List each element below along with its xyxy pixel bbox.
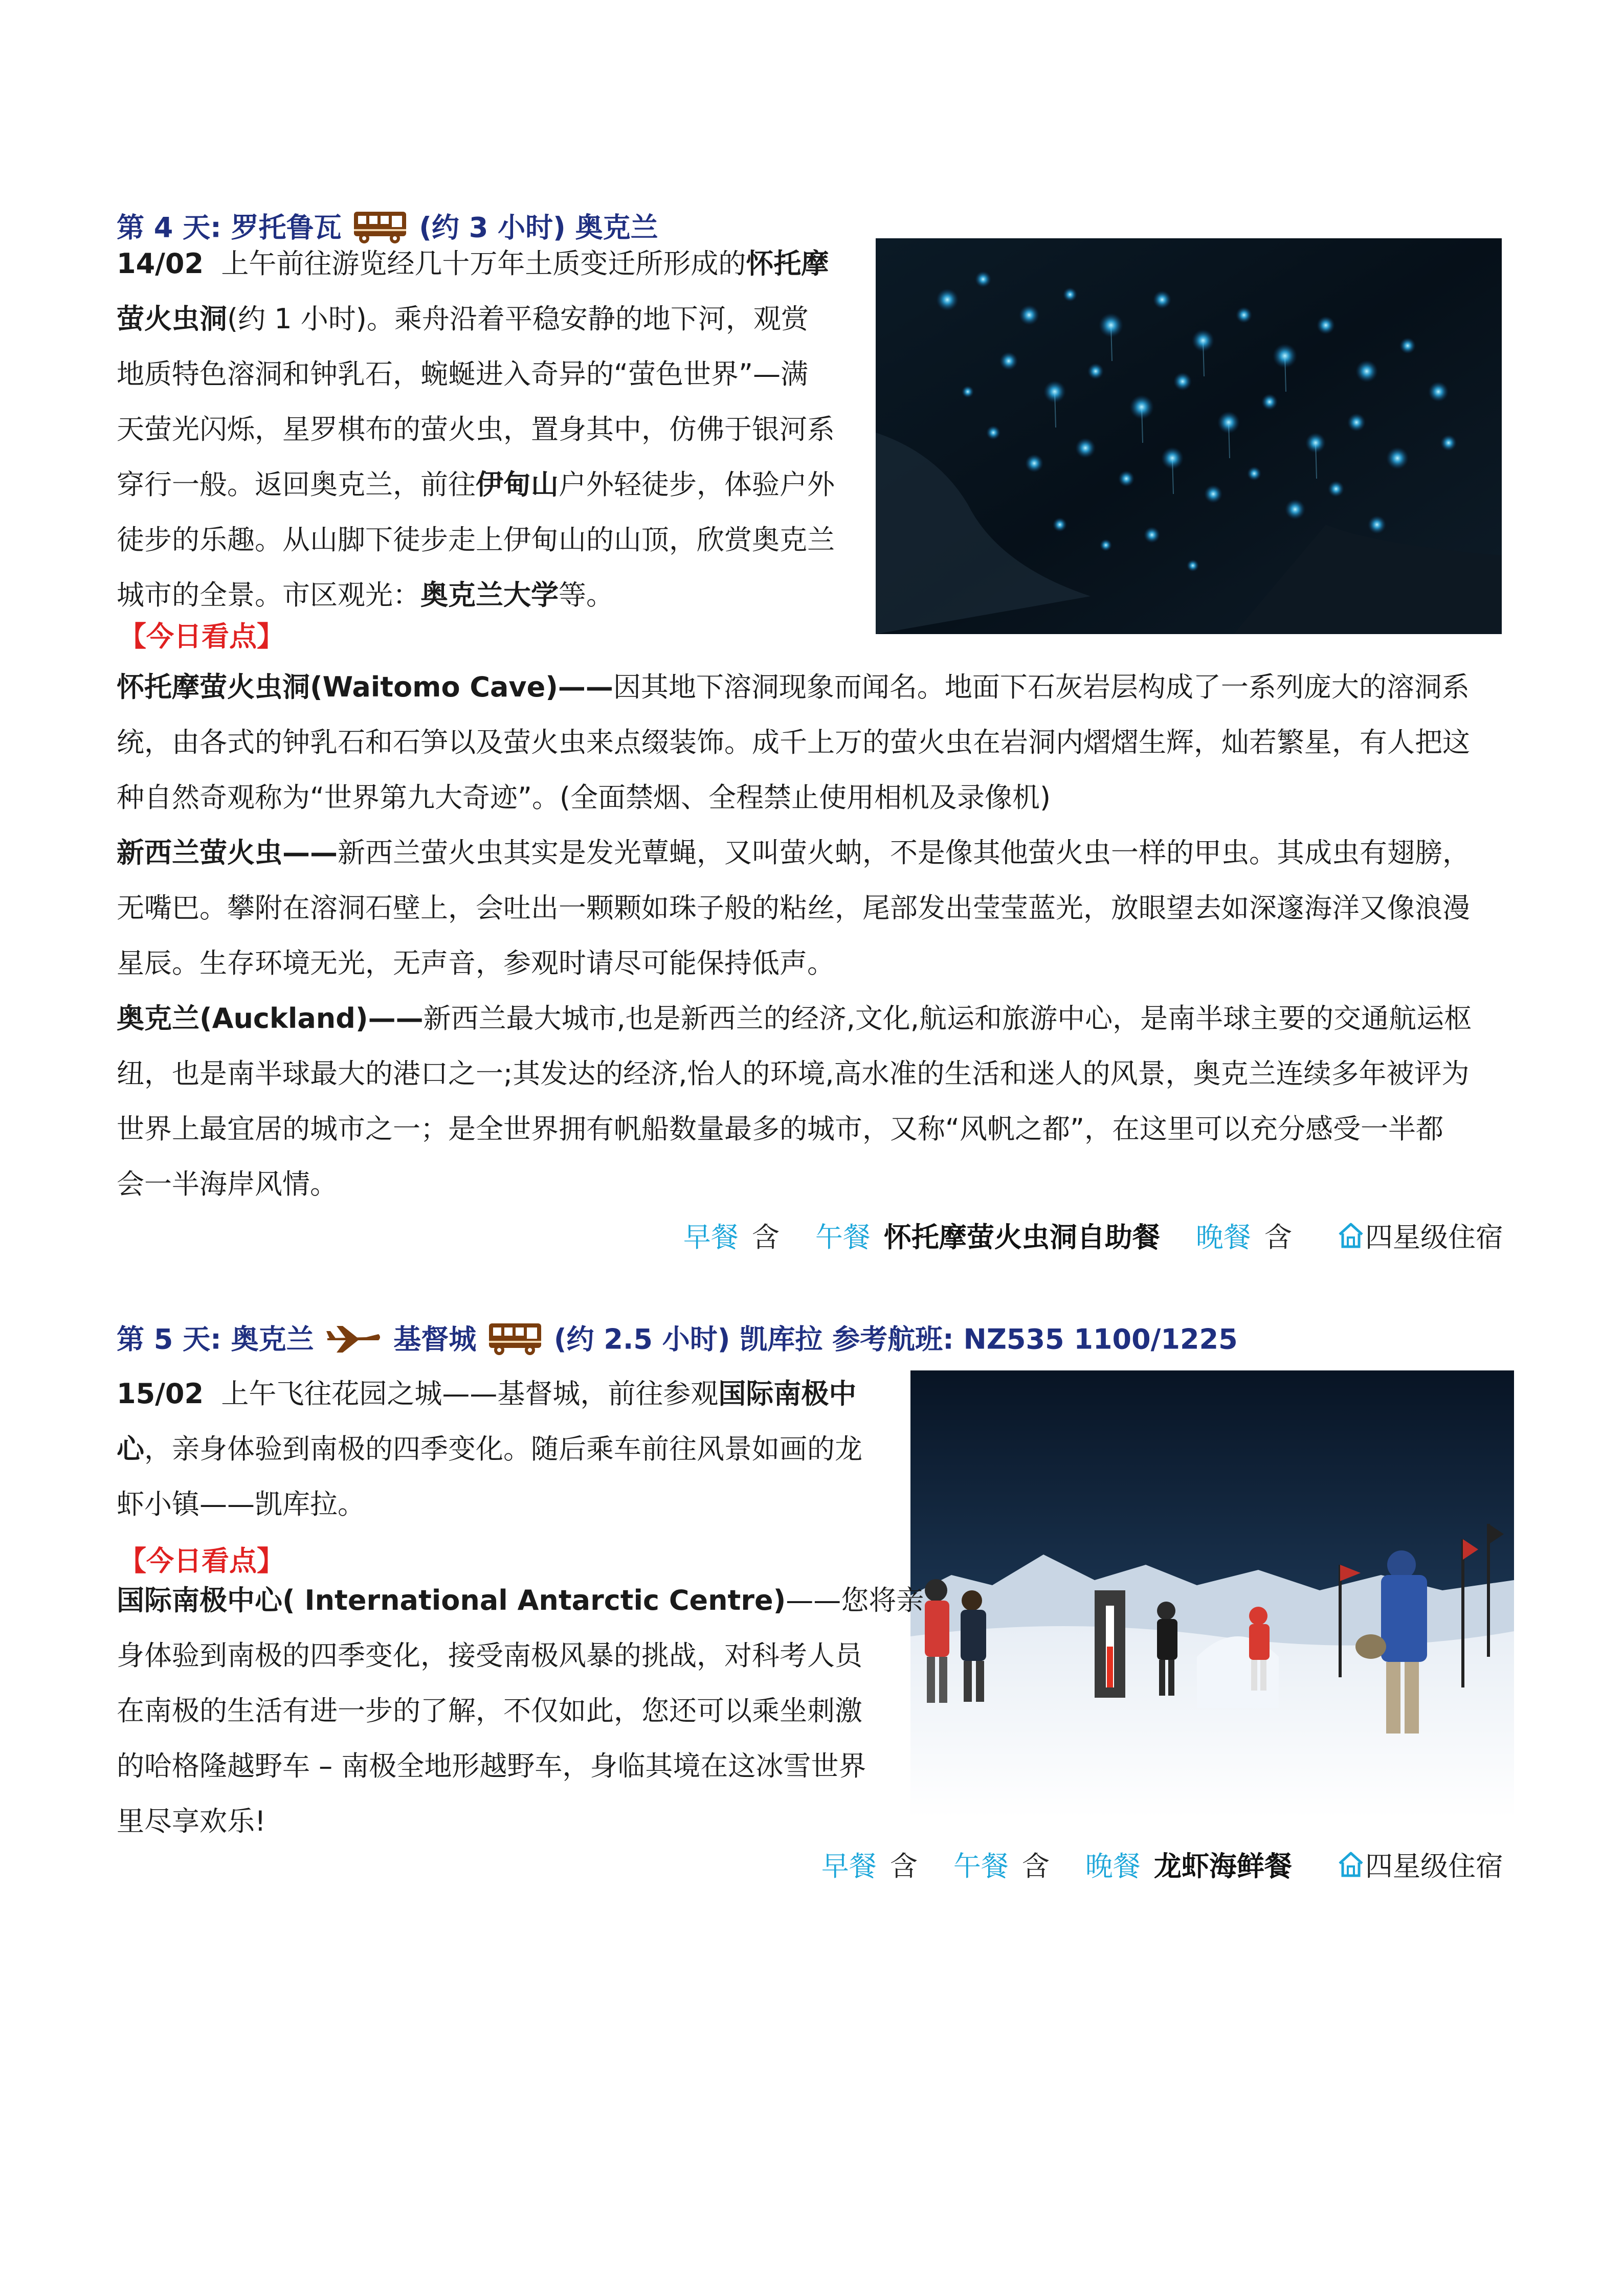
- day4-intro: [117, 236, 869, 623]
- bus-icon: [488, 1321, 542, 1357]
- day4-intro-line: 地质特色溶洞和钟乳石，蜿蜒进入奇异的“萤色世界”—满: [117, 358, 808, 390]
- day4-sections: [117, 660, 1508, 1212]
- day5-title-duration: (约 2.5 小时): [553, 1323, 730, 1356]
- day4-intro-line: 城市的全景。市区观光：奥克兰大学等。: [117, 579, 614, 611]
- flight-label: 参考航班:: [832, 1323, 954, 1356]
- section-auckland: 奥克兰(Auckland)——新西兰最大城市,也是新西兰的经济,文化,航运和旅游中心，是南半球主要的交通航运枢 纽，也是南半球最大的港口之一;其发达的经济,怡人的环境,高水准的生活和迷人的风景，奥克兰连续多年被评为 世界上最宜居的城市之一；是全世界拥有帆船数量最多的城市，又称“风帆之都”，在这里可以充分感受一半都 会一半海岸风情。: [117, 1002, 1472, 1200]
- section-heading: 怀托摩萤火虫洞(Waitomo Cave)——: [117, 671, 613, 703]
- hotel-value: 四星级住宿: [1365, 1221, 1503, 1253]
- section-heading: 新西兰萤火虫——: [117, 837, 338, 869]
- day4-highlight-label: 【今日看点】: [119, 620, 284, 652]
- day5-highlight-label: 【今日看点】: [119, 1545, 284, 1577]
- day4-meals: [683, 1217, 1503, 1258]
- day5-title-prefix: 第 5 天:: [117, 1323, 221, 1356]
- day4-title-to: 奥克兰: [575, 211, 658, 244]
- breakfast-value: 含: [751, 1221, 780, 1253]
- day5-intro-line: 心，亲身体验到南极的四季变化。随后乘车前往风景如画的龙: [117, 1433, 862, 1465]
- day5-intro-line: 虾小镇——凯库拉。: [117, 1488, 365, 1520]
- dinner-label: 晚餐: [1195, 1221, 1251, 1253]
- house-icon: [1337, 1221, 1365, 1250]
- day5-intro-line: 15/02 上午飞往花园之城——基督城，前往参观国际南极中: [117, 1378, 857, 1410]
- breakfast-value: 含: [889, 1850, 918, 1882]
- hotel-value: 四星级住宿: [1365, 1850, 1503, 1882]
- section-waitomo: 怀托摩萤火虫洞(Waitomo Cave)——因其地下溶洞现象而闻名。地面下石灰岩层构成了一系列庞大的溶洞系 统，由各式的钟乳石和石笋以及萤火虫来点缀装饰。成千上万的萤火虫在岩洞内熠熠生辉，灿若繁星，有人把这 种自然奇观称为“世界第九大奇迹”。(全面禁烟、全程禁止使用相机及录像机): [117, 671, 1470, 814]
- section-heading: 国际南极中心( International Antarctic Centre): [117, 1584, 786, 1616]
- section-antarctic-centre: 国际南极中心( International Antarctic Centre)——您将亲 身体验到南极的四季变化，接受南极风暴的挑战，对科考人员 在南极的生活有进一步的了解，不仅如此，您还可以乘坐刺激 的哈格隆越野车 – 南极全地形越野车，身临其境在这冰雪世界 里尽享欢乐!: [117, 1584, 924, 1837]
- flight-number: NZ535 1100/1225: [963, 1323, 1238, 1356]
- glowworm-cave-photo: [876, 238, 1502, 634]
- day4-intro-line: 萤火虫洞(约 1 小时)。乘舟沿着平稳安静的地下河，观赏: [117, 303, 809, 335]
- day5-date: 15/02: [117, 1378, 204, 1410]
- house-icon: [1337, 1850, 1365, 1879]
- day4-title-from: 罗托鲁瓦: [231, 211, 342, 244]
- airplane-icon: [325, 1323, 382, 1356]
- day4-title-prefix: 第 4 天:: [117, 211, 221, 244]
- lunch-value: 怀托摩萤火虫洞自助餐: [883, 1221, 1160, 1253]
- dinner-label: 晚餐: [1085, 1850, 1141, 1882]
- day4-intro-line: 天萤光闪烁，星罗棋布的萤火虫，置身其中，仿佛于银河系: [117, 413, 835, 445]
- breakfast-label: 早餐: [683, 1221, 739, 1253]
- day4-intro-line: 徒步的乐趣。从山脚下徒步走上伊甸山的山顶，欣赏奥克兰: [117, 524, 835, 556]
- day4-intro-line: 14/02 上午前往游览经几十万年土质变迁所形成的怀托摩: [117, 247, 829, 280]
- day5-title-via: 基督城: [393, 1323, 477, 1356]
- dinner-value: 龙虾海鲜餐: [1153, 1850, 1292, 1882]
- dinner-value: 含: [1264, 1221, 1292, 1253]
- section-nz-glowworm: 新西兰萤火虫——新西兰萤火虫其实是发光蕈蝇，又叫萤火蚋，不是像其他萤火虫一样的甲虫。其成虫有翅膀， 无嘴巴。攀附在溶洞石壁上，会吐出一颗颗如珠子般的粘丝，尾部发出莹莹蓝光，放眼望去如深邃海洋又像浪漫 星辰。生存环境无光，无声音，参观时请尽可能保持低声。: [117, 837, 1470, 979]
- day4-date: 14/02: [117, 247, 204, 280]
- lunch-value: 含: [1021, 1850, 1050, 1882]
- day5-title-from: 奥克兰: [231, 1323, 314, 1356]
- antarctic-centre-photo: [910, 1370, 1514, 1818]
- breakfast-label: 早餐: [821, 1850, 877, 1882]
- day5-title-to: 凯库拉: [740, 1323, 823, 1356]
- lunch-label: 午餐: [815, 1221, 871, 1253]
- day5-meals: [821, 1846, 1503, 1887]
- day4-intro-line: 穿行一般。返回奥克兰，前往伊甸山户外轻徒步，体验户外: [117, 468, 835, 501]
- day5-title: [117, 1319, 1238, 1358]
- section-heading: 奥克兰(Auckland)——: [117, 1002, 424, 1034]
- day5-intro: [117, 1366, 909, 1532]
- day4-title-duration: (约 3 小时): [419, 211, 566, 244]
- lunch-label: 午餐: [953, 1850, 1009, 1882]
